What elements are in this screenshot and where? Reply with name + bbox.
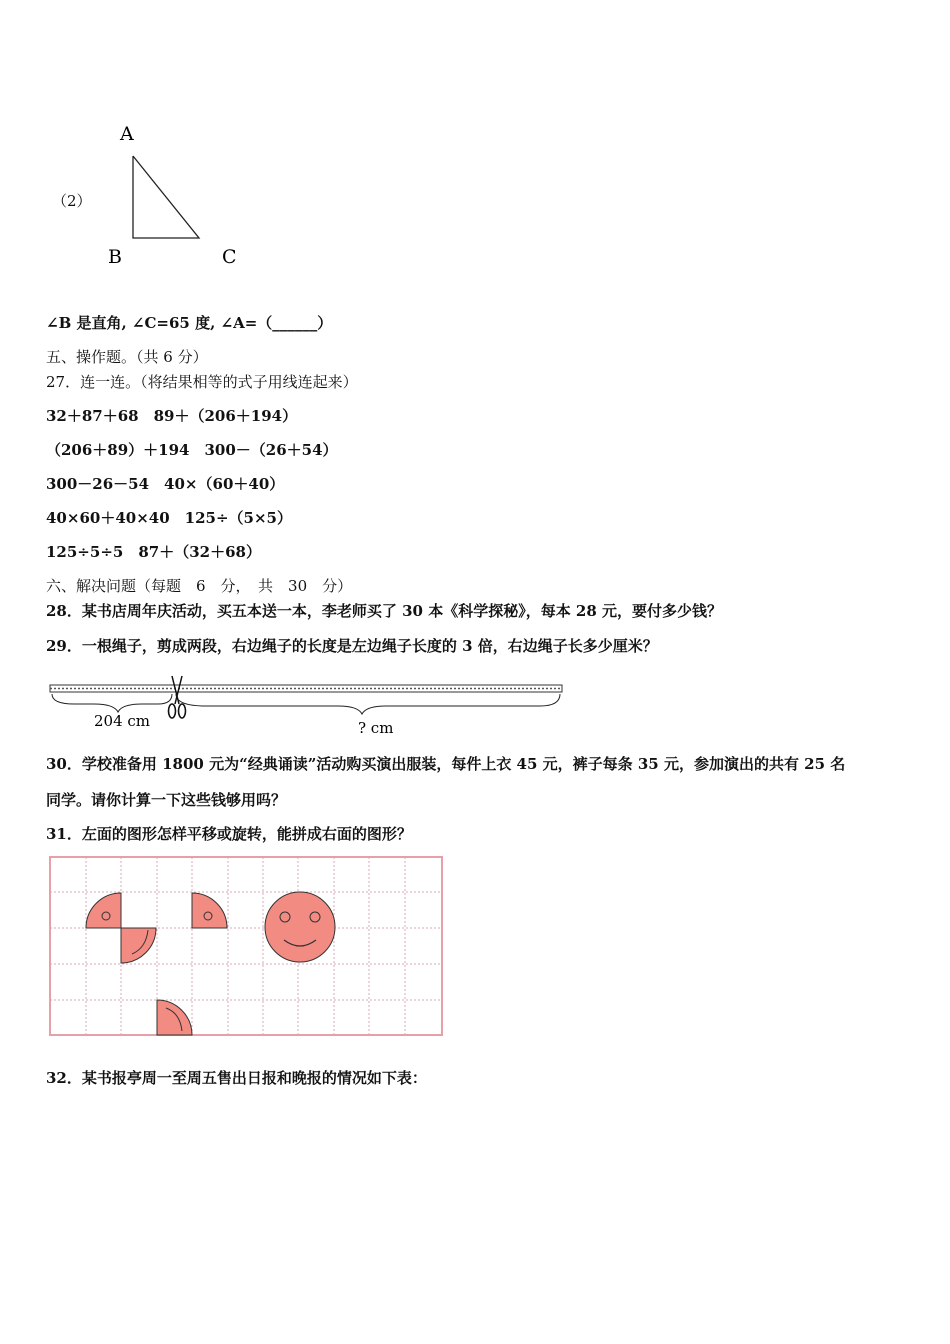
left-brace bbox=[52, 694, 172, 712]
q27-text: 27．连一连。（将结果相等的式子用线连起来） bbox=[46, 373, 358, 391]
vertex-b-label: B bbox=[108, 246, 122, 268]
section6-heading: 六、解决问题（每题 6 分， 共 30 分） bbox=[46, 577, 353, 595]
left-piece-bottom-right-quarter bbox=[121, 928, 156, 963]
left-piece-bottom-left-quarter bbox=[157, 1000, 192, 1035]
vertex-c-label: C bbox=[222, 246, 237, 268]
left-piece-top-left-quarter bbox=[86, 893, 121, 928]
scissors-icon bbox=[169, 676, 186, 718]
grid-figure bbox=[48, 856, 446, 1038]
q31-text: 31．左面的图形怎样平移或旋转，能拼成右面的图形？ bbox=[46, 825, 412, 843]
right-brace bbox=[176, 694, 560, 714]
q28-text: 28．某书店周年庆活动，买五本送一本，李老师买了 30 本《科学探秘》，每本 28 元，要付多少钱？ bbox=[46, 602, 723, 620]
pair-row-5: 125÷5÷5 87＋（32＋68） bbox=[46, 543, 261, 561]
q32-text: 32．某书报亭周一至周五售出日报和晚报的情况如下表： bbox=[46, 1069, 427, 1087]
rope-diagram bbox=[46, 672, 566, 740]
grid-lines bbox=[50, 857, 442, 1035]
rope-right-label: ? cm bbox=[358, 719, 394, 737]
triangle-figure bbox=[100, 118, 250, 273]
pair-row-2: （206＋89）＋194 300－（26＋54） bbox=[46, 441, 338, 459]
pair-row-1: 32＋87＋68 89＋（206＋194） bbox=[46, 407, 298, 425]
smiley-face bbox=[265, 892, 335, 962]
triangle-outline bbox=[133, 156, 199, 238]
rope-left-label: 204 cm bbox=[94, 712, 151, 730]
triangle-question: ∠B 是直角, ∠C=65 度, ∠A=（______） bbox=[46, 314, 333, 332]
section5-heading: 五、操作题。（共 6 分） bbox=[46, 348, 208, 366]
q30-text-line1: 30．学校准备用 1800 元为“经典诵读”活动购买演出服装，每件上衣 45 元，裤子每条 35 元，参加演出的共有 25 名 bbox=[46, 755, 846, 773]
left-piece-top-right-quarter bbox=[192, 893, 227, 928]
pair-row-4: 40×60＋40×40 125÷（5×5） bbox=[46, 509, 292, 527]
vertex-a-label: A bbox=[120, 123, 134, 145]
q30-text-line2: 同学。请你计算一下这些钱够用吗？ bbox=[46, 791, 287, 809]
grid-border bbox=[50, 857, 442, 1035]
triangle-sub-label: （2） bbox=[52, 192, 92, 210]
pair-row-3: 300－26－54 40×（60＋40） bbox=[46, 475, 285, 493]
q29-text: 29．一根绳子，剪成两段，右边绳子的长度是左边绳子长度的 3 倍，右边绳子长多少厘米？ bbox=[46, 637, 658, 655]
